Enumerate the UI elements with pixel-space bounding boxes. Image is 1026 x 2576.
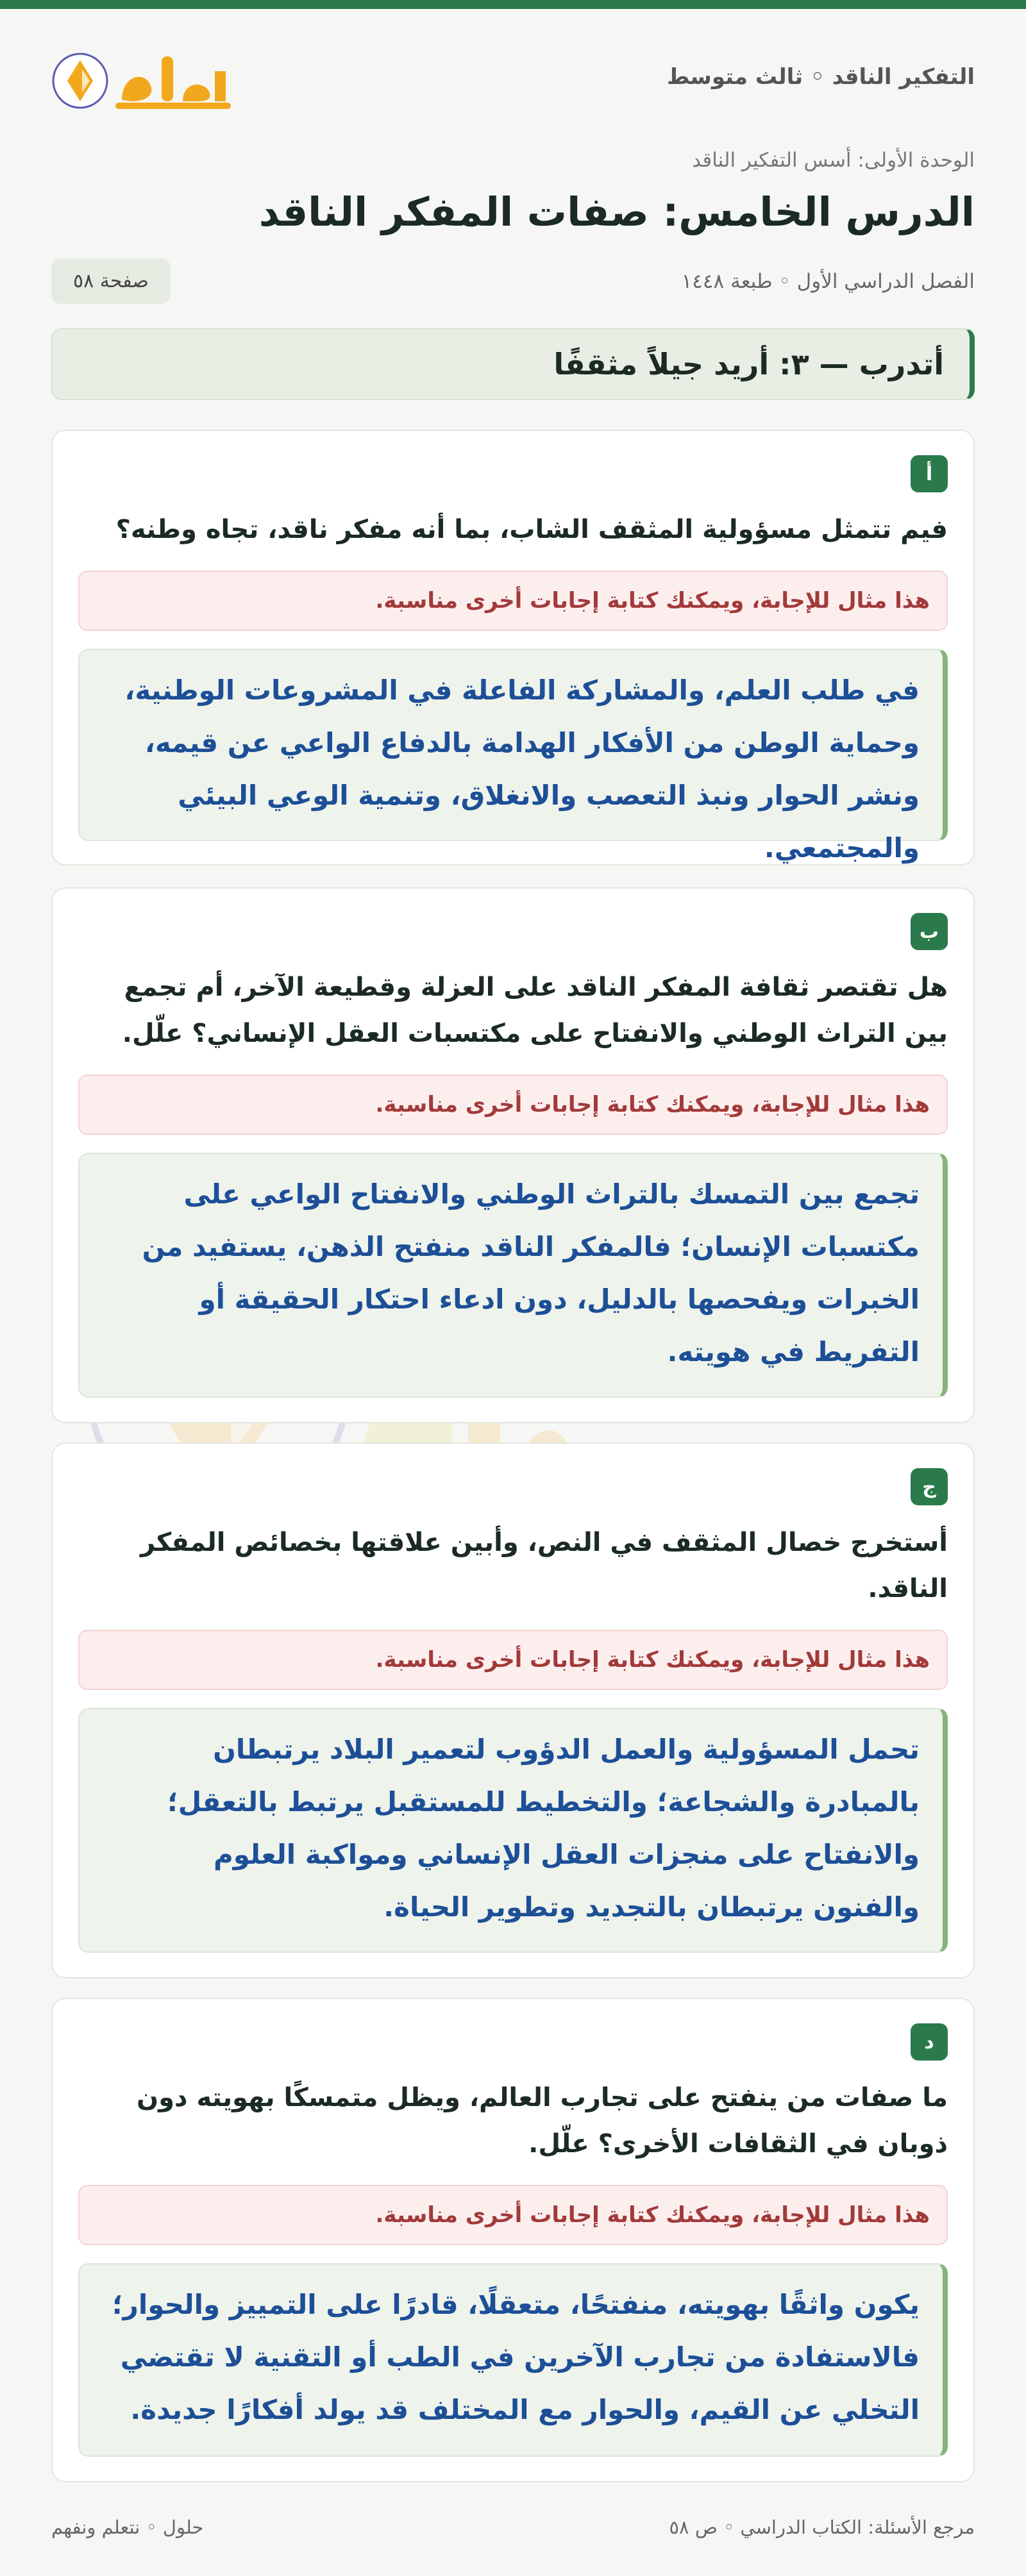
question-card: [51, 1998, 975, 2482]
page-number-chip: صفحة ٥٨: [51, 258, 171, 304]
section-title: أتدرب — ٣: أريد جيلاً مثقفًا: [553, 347, 944, 381]
course-title: التفكير الناقد ◦ ثالث متوسط: [666, 64, 975, 90]
question-card: [51, 430, 975, 866]
unit-label: الوحدة الأولى: أسس التفكير الناقد: [692, 149, 975, 172]
footer-brand: حلول ◦ نتعلم ونفهم: [51, 2516, 204, 2538]
question-text: هل تقتصر ثقافة المفكر الناقد على العزلة وقطيعة الآخر، أم تجمع بين التراث الوطني والانفتاح على مكتسبات العقل الإنساني؟ علّل.: [122, 973, 948, 1048]
page-footer: [51, 2516, 975, 2538]
sample-answer-note: هذا مثال للإجابة، ويمكنك كتابة إجابات أخرى مناسبة.: [78, 571, 948, 631]
question-badge: أ: [911, 455, 948, 492]
question-card: [51, 1443, 975, 1978]
question-text: ما صفات من ينفتح على تجارب العالم، ويظل متمسكًا بهويته دون ذوبان في الثقافات الأخرى؟ علّل.: [137, 2083, 948, 2159]
top-accent-bar: [0, 0, 1026, 9]
question-text: أستخرج خصال المثقف في النص، وأبين علاقتها بخصائص المفكر الناقد.: [140, 1528, 948, 1603]
question-badge: د: [911, 2023, 948, 2061]
lesson-title: الدرس الخامس: صفات المفكر الناقد: [258, 188, 975, 235]
page-header: [51, 9, 975, 149]
question-badge: ج: [911, 1468, 948, 1505]
section-heading: [51, 328, 975, 400]
page-content: [51, 9, 975, 400]
hulul-logo: [51, 42, 237, 119]
answer-box: يكون واثقًا بهويته، منفتحًا، متعقلًا، قادرًا على التمييز والحوار؛ فالاستفادة من تجارب الآخرين في الطب أو التقنية لا تقتضي التخلي عن القيم، والحوار مع المختلف قد يولد أفكارًا جديدة.: [78, 2263, 948, 2457]
answer-box: في طلب العلم، والمشاركة الفاعلة في المشروعات الوطنية، وحماية الوطن من الأفكار الهدامة بالدفاع الواعي عن قيمه، ونشر الحوار ونبذ التعصب والانغلاق، وتنمية الوعي البيئي والمجتمعي.: [78, 649, 948, 841]
sample-answer-note: هذا مثال للإجابة، ويمكنك كتابة إجابات أخرى مناسبة.: [78, 1630, 948, 1690]
question-card: [51, 887, 975, 1423]
meta-row: [51, 258, 975, 304]
sample-answer-note: هذا مثال للإجابة، ويمكنك كتابة إجابات أخرى مناسبة.: [78, 1075, 948, 1135]
question-text: فيم تتمثل مسؤولية المثقف الشاب، بما أنه مفكر ناقد، تجاه وطنه؟: [115, 515, 948, 544]
answer-box: تجمع بين التمسك بالتراث الوطني والانفتاح الواعي على مكتسبات الإنسان؛ فالمفكر الناقد منفتح الذهن، يستفيد من الخبرات ويفحصها بالدليل، دون ادعاء احتكار الحقيقة أو التفريط في هويته.: [78, 1153, 948, 1398]
term-label: الفصل الدراسي الأول ◦ طبعة ١٤٤٨: [681, 269, 975, 293]
reference-note: مرجع الأسئلة: الكتاب الدراسي ◦ ص ٥٨: [669, 2516, 975, 2538]
answer-box: تحمل المسؤولية والعمل الدؤوب لتعمير البلاد يرتبطان بالمبادرة والشجاعة؛ والتخطيط للمستقبل يرتبط بالتعقل؛ والانفتاح على منجزات العقل الإنساني ومواكبة العلوم والفنون يرتبطان بالتجديد وتطوير الحياة.: [78, 1708, 948, 1953]
sample-answer-note: هذا مثال للإجابة، ويمكنك كتابة إجابات أخرى مناسبة.: [78, 2185, 948, 2245]
question-badge: ب: [911, 913, 948, 950]
